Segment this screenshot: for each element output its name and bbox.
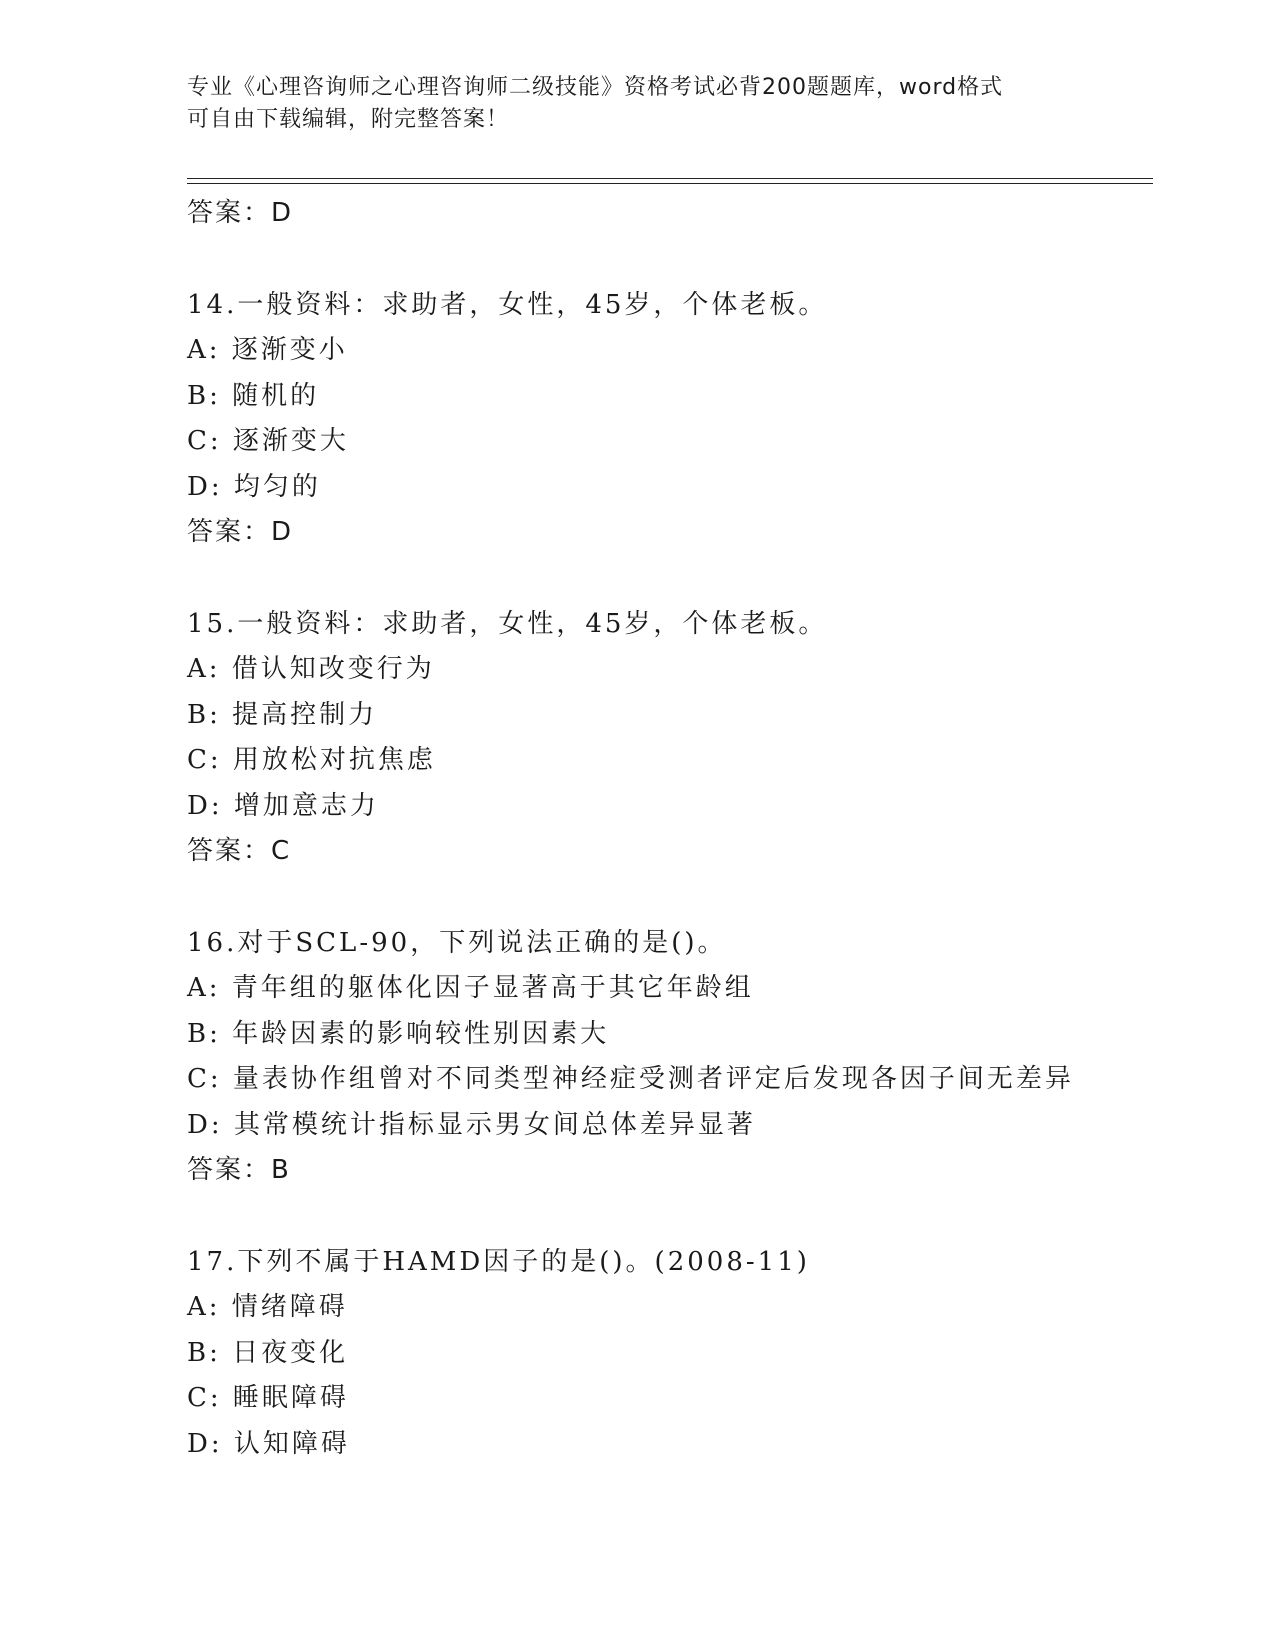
- option-d: D: 增加意志力: [187, 790, 379, 821]
- answer-line: 答案：D: [187, 517, 294, 547]
- spacer: [187, 556, 1187, 602]
- question-block: [187, 1240, 1187, 1468]
- answer-line: 答案：B: [187, 1155, 291, 1185]
- question-block: [187, 283, 1187, 556]
- question-block: [187, 602, 1187, 875]
- header-title-line-2: 可自由下载编辑，附完整答案！: [187, 107, 510, 132]
- option-a: A: 情绪障碍: [187, 1292, 348, 1322]
- option-b: B: 年龄因素的影响较性别因素大: [187, 1018, 610, 1049]
- option-d: D: 均匀的: [187, 471, 321, 502]
- answer-line: 答案：C: [187, 836, 292, 866]
- header-divider-top: [187, 178, 1153, 179]
- option-a: A: 借认知改变行为: [187, 654, 435, 684]
- header-title-line-1: 专业《心理咨询师之心理咨询师二级技能》资格考试必背200题题库，word格式: [187, 75, 1004, 100]
- question-stem: 14.一般资料：求助者，女性，45岁，个体老板。: [187, 289, 828, 320]
- option-c: C: 逐渐变大: [187, 426, 349, 456]
- option-d: D: 其常模统计指标显示男女间总体差异显著: [187, 1109, 756, 1140]
- question-block: [187, 921, 1187, 1194]
- option-b: B: 日夜变化: [187, 1337, 349, 1368]
- spacer: [187, 237, 1187, 283]
- option-c: C: 量表协作组曾对不同类型神经症受测者评定后发现各因子间无差异: [187, 1064, 1074, 1094]
- option-c: C: 睡眠障碍: [187, 1383, 349, 1413]
- option-a: A: 逐渐变小: [187, 335, 348, 365]
- question-stem: 15.一般资料：求助者，女性，45岁，个体老板。: [187, 608, 828, 639]
- question-list: [187, 191, 1187, 1467]
- option-b: B: 随机的: [187, 380, 320, 411]
- answer-line: 答案：D: [187, 198, 294, 228]
- header-divider-bottom: [187, 183, 1153, 184]
- question-stem: 16.对于SCL-90，下列说法正确的是()。: [187, 927, 727, 958]
- spacer: [187, 1194, 1187, 1240]
- option-d: D: 认知障碍: [187, 1428, 350, 1459]
- spacer: [187, 875, 1187, 921]
- option-b: B: 提高控制力: [187, 699, 378, 730]
- document-header: [187, 72, 1087, 136]
- option-a: A: 青年组的躯体化因子显著高于其它年龄组: [187, 973, 754, 1003]
- question-stem: 17.下列不属于HAMD因子的是()。(2008-11): [187, 1246, 810, 1277]
- option-c: C: 用放松对抗焦虑: [187, 745, 436, 775]
